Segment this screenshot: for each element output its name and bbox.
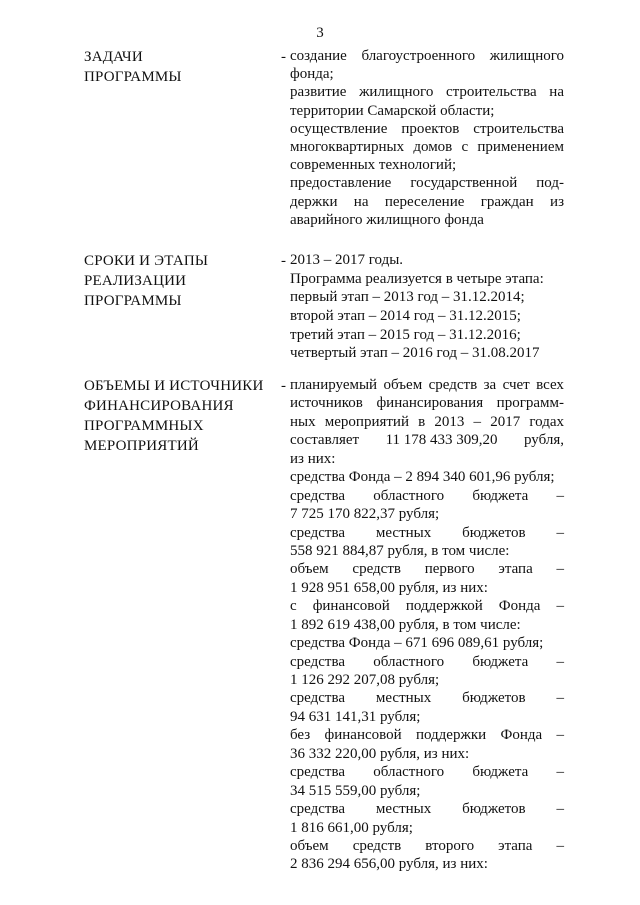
text-word: средства [290, 524, 346, 541]
text-word: многоквартирных [290, 138, 405, 155]
text-word: составляет [290, 432, 360, 449]
dash-marker: - [281, 378, 286, 394]
text-line [290, 763, 564, 781]
dash-marker: - [281, 253, 286, 269]
text-line [290, 174, 564, 192]
text-word: средств [352, 837, 402, 854]
text-word: фонда; [290, 66, 334, 83]
text-word: мероприятий [324, 413, 409, 430]
text-word: местных [375, 690, 432, 707]
text-line [290, 65, 564, 83]
text-line [290, 120, 564, 138]
text-word: областного [373, 764, 445, 781]
text-word: современных технологий; [290, 157, 457, 174]
text-word: третий этап – 2015 год – 31.12.2016; [290, 326, 521, 343]
text-word: бюджета [472, 764, 529, 781]
text-word: 7 725 170 822,37 рубля; [290, 506, 440, 523]
text-line [290, 726, 564, 744]
text-word: объем [290, 837, 329, 854]
text-word: 1 928 951 658,00 рубля, из них: [290, 579, 488, 596]
text-line [290, 616, 564, 634]
text-word: – [556, 653, 564, 670]
text-word: под- [536, 175, 564, 192]
text-word: переселение [384, 193, 465, 210]
text-line [290, 855, 564, 873]
text-word: счет [502, 377, 530, 393]
text-word: без [290, 727, 311, 744]
text-word: домов [413, 138, 453, 155]
text-line [290, 800, 564, 818]
text-word: – [556, 524, 564, 541]
text-word: Программа реализуется в четыре этапа: [290, 270, 544, 287]
text-word: бюджета [472, 487, 529, 504]
text-word: жилищного [489, 48, 564, 64]
text-line [290, 634, 564, 652]
text-line [290, 505, 564, 523]
page-number: 3 [316, 25, 324, 41]
text-word: бюджетов [462, 690, 526, 707]
text-word: 1 892 619 438,00 рубля, в том числе: [290, 616, 521, 633]
text-word: – [556, 487, 564, 504]
text-line [290, 671, 564, 689]
section-label [84, 251, 274, 311]
text-line [290, 270, 564, 289]
section-label-line: ПРОГРАММНЫХ [84, 418, 204, 434]
text-word: с [461, 138, 469, 155]
text-word: – [556, 561, 564, 578]
text-word: программ- [496, 395, 564, 412]
section-body [290, 376, 564, 874]
text-word: 2 836 294 656,00 рубля, из них: [290, 856, 488, 873]
text-word: этапа [498, 561, 533, 578]
text-word: рубля, [524, 432, 564, 449]
text-line [290, 782, 564, 800]
section-label-line: РЕАЛИЗАЦИИ [84, 273, 187, 289]
text-word: с [290, 598, 297, 615]
section-label-line: МЕРОПРИЯТИЙ [84, 438, 199, 454]
text-line [290, 560, 564, 578]
text-word: всех [536, 377, 564, 393]
text-word: областного [373, 487, 445, 504]
text-line [290, 487, 564, 505]
text-word: жилищного [359, 84, 434, 101]
text-line [290, 326, 564, 345]
text-word: аварийного жилищного фонда [290, 211, 484, 228]
text-word: держки [290, 193, 338, 210]
text-word: строительства [473, 120, 564, 137]
text-word: государственной [410, 175, 518, 192]
text-line [290, 288, 564, 307]
text-word: строительства [445, 84, 537, 101]
text-word: объем [383, 377, 423, 393]
text-word: на [353, 193, 369, 210]
text-word: за [483, 377, 497, 393]
text-line [290, 47, 564, 65]
text-word: средств [428, 377, 478, 393]
text-word: 11 178 433 309,20 [385, 432, 498, 449]
text-line [290, 251, 564, 270]
text-word: предоставление [290, 175, 392, 192]
text-line [290, 542, 564, 560]
text-line [290, 211, 564, 229]
text-word: Фонда [500, 727, 543, 744]
text-word: планируемый [290, 377, 378, 393]
text-word: – [556, 727, 564, 744]
text-word: поддержкой [405, 598, 483, 615]
text-word: – [556, 837, 564, 854]
text-line [290, 708, 564, 726]
text-word: бюджетов [462, 801, 526, 818]
text-word: местных [375, 801, 432, 818]
text-word: в [418, 413, 426, 430]
section-label [84, 376, 274, 456]
text-word: развитие [290, 84, 347, 101]
text-line [290, 468, 564, 486]
section-label-line: ПРОГРАММЫ [84, 69, 182, 85]
text-word: 2013 – 2017 годы. [290, 252, 404, 268]
text-word: средства Фонда – 2 894 340 601,96 рубля; [290, 469, 555, 486]
text-line [290, 413, 564, 431]
text-line [290, 376, 564, 394]
dash-marker: - [281, 49, 286, 65]
section-body [290, 251, 564, 363]
text-line [290, 307, 564, 326]
text-word: создание [290, 48, 347, 64]
text-word: из [550, 193, 564, 210]
text-word: бюджетов [462, 524, 526, 541]
text-word: источников [290, 395, 363, 412]
text-word: – [556, 690, 564, 707]
text-word: из них: [290, 450, 336, 467]
text-word: годах [529, 413, 564, 430]
text-line [290, 597, 564, 615]
section-label-line: ОБЪЕМЫ И ИСТОЧНИКИ [84, 378, 264, 394]
text-line [290, 156, 564, 174]
text-word: 34 515 559,00 рубля; [290, 782, 421, 799]
text-line [290, 344, 564, 363]
text-word: ных [290, 413, 316, 430]
text-word: второго [425, 837, 475, 854]
text-line [290, 138, 564, 156]
section-label-line: СРОКИ И ЭТАПЫ [84, 253, 209, 269]
section-label-line: ЗАДАЧИ [84, 49, 143, 65]
text-word: проектов [401, 120, 460, 137]
text-line [290, 819, 564, 837]
text-word: первого [424, 561, 475, 578]
text-word: территории Самарской области; [290, 102, 495, 119]
text-word: средства [290, 690, 346, 707]
section-label [84, 47, 274, 87]
text-word: финансовой [324, 727, 402, 744]
text-word: Фонда [498, 598, 541, 615]
text-word: объем [290, 561, 329, 578]
text-word: 94 631 141,31 рубля; [290, 708, 421, 725]
text-line [290, 450, 564, 468]
text-line [290, 837, 564, 855]
text-line [290, 193, 564, 211]
text-word: применением [477, 138, 564, 155]
text-word: граждан [480, 193, 534, 210]
text-word: 1 126 292 207,08 рубля; [290, 672, 440, 688]
text-line [290, 394, 564, 412]
text-word: средства [290, 487, 346, 504]
text-word: – [473, 413, 482, 430]
text-word: средств [352, 561, 401, 578]
text-word: благоустроенного [361, 48, 476, 64]
section-label-line: ФИНАНСИРОВАНИЯ [84, 398, 234, 414]
section-body [290, 47, 564, 229]
text-line [290, 83, 564, 101]
text-word: 2013 [434, 413, 465, 430]
text-word: бюджета [472, 653, 529, 670]
text-word: областного [373, 653, 445, 670]
text-word: средства [290, 801, 346, 818]
text-word: поддержки [415, 727, 487, 744]
text-word: – [556, 598, 564, 615]
text-line [290, 689, 564, 707]
text-word: средства Фонда – 671 696 089,61 рубля; [290, 635, 544, 652]
text-word: на [549, 84, 564, 101]
text-word: 36 332 220,00 рубля, из них: [290, 745, 470, 762]
text-word: осуществление [290, 120, 388, 137]
text-word: 558 921 884,87 рубля, в том числе: [290, 542, 510, 559]
text-line [290, 431, 564, 449]
text-word: – [556, 801, 564, 818]
text-word: второй этап – 2014 год – 31.12.2015; [290, 308, 521, 325]
text-line [290, 745, 564, 763]
text-word: финансирования [376, 395, 484, 412]
text-word: четвертый этап – 2016 год – 31.08.2017 [290, 345, 540, 362]
section-label-line: ПРОГРАММЫ [84, 293, 182, 309]
text-word: средства [290, 653, 346, 670]
text-word: – [556, 764, 564, 781]
text-word: первый этап – 2013 год – 31.12.2014; [290, 289, 525, 306]
text-word: средства [290, 764, 346, 781]
text-word: местных [375, 524, 432, 541]
text-word: финансовой [312, 598, 390, 615]
text-word: этапа [498, 837, 533, 854]
text-word: 2017 [490, 413, 521, 430]
text-line [290, 653, 564, 671]
text-line [290, 102, 564, 120]
text-line [290, 579, 564, 597]
text-word: 1 816 661,00 рубля; [290, 819, 413, 836]
text-line [290, 524, 564, 542]
